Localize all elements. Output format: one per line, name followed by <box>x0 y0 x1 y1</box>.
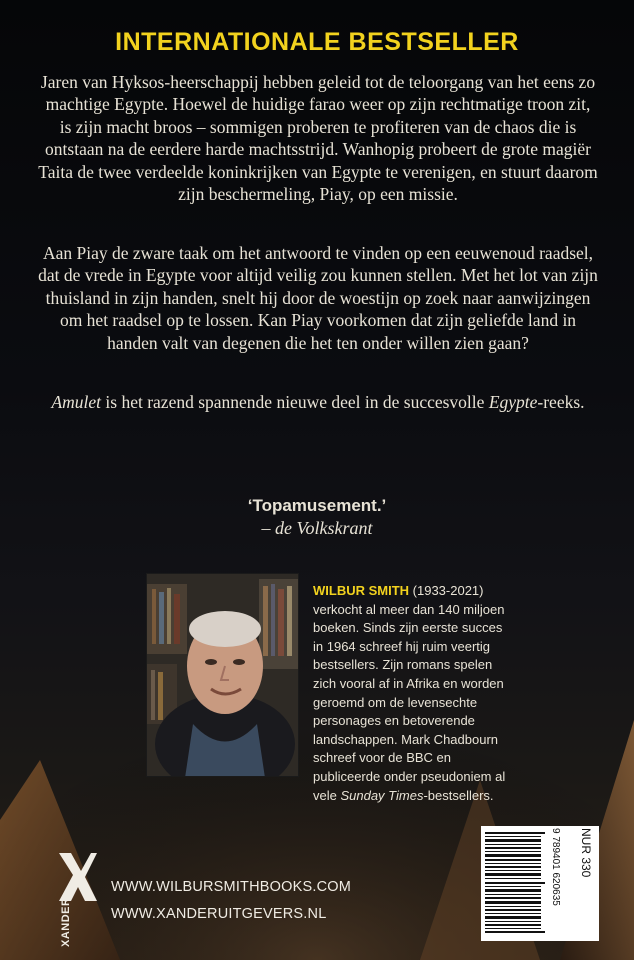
barcode-box <box>481 826 599 941</box>
author-years: (1933-2021) <box>409 583 484 598</box>
isbn-number: 9 789401 620635 <box>550 828 561 906</box>
barcode-bars <box>485 832 545 936</box>
blurb-paragraph-3 <box>38 391 598 413</box>
publisher-website-link[interactable]: WWW.XANDERUITGEVERS.NL <box>111 906 327 922</box>
review-source: – de Volkskrant <box>261 518 373 538</box>
xander-logo <box>57 853 99 947</box>
author-website-link[interactable]: WWW.WILBURSMITHBOOKS.COM <box>111 879 352 895</box>
review-quote-block <box>0 494 634 540</box>
blurb-paragraph-3-text: is het razend spannende nieuwe deel in de succesvolle <box>101 392 489 412</box>
blurb-paragraph-2: Aan Piay de zware taak om het antwoord te vinden op een eeuwenoud raadsel, dat de vrede in Egypte voor altijd veilig zou kunnen stellen. Met het lot van zijn thuisland in zijn handen, snelt hij door de woestijn op zoek naar aanwijzingen om het raadsel op te lossen. Kan Piay voorkomen dat zijn geliefde land in handen valt van degenen die het ten onder willen zien gaan? <box>38 243 598 353</box>
author-photo <box>146 573 299 777</box>
author-bio <box>313 582 513 805</box>
author-bio-newspaper: Sunday Times <box>340 787 424 803</box>
series-name: Egypte <box>488 392 538 412</box>
book-title: Amulet <box>51 392 102 412</box>
nur-code: NUR 330 <box>579 828 593 878</box>
review-quote: ‘Topamusement.’ <box>247 496 387 515</box>
tagline: INTERNATIONALE BESTSELLER <box>115 28 519 56</box>
author-bio-text: verkocht al meer dan 140 miljoen boeken. Sinds zijn eerste succes in 1964 schreef hij ruim veertig bestsellers. Zijn romans spelen zich vooral af in Afrika en worden geroemd om de levensechte personages en betoverende landschappen. Mark Chadbourn schreef voor de BBC en publiceerde onder pseudoniem al vele <box>313 601 506 803</box>
author-name: WILBUR SMITH <box>313 583 410 598</box>
author-bio-end: -bestsellers. <box>423 787 494 803</box>
xander-logo-text: XANDER <box>60 897 72 947</box>
author-portrait-image <box>147 574 299 777</box>
blurb-paragraph-3-end: -reeks. <box>537 392 585 412</box>
blurb-paragraph-1: Jaren van Hyksos-heerschappij hebben geleid tot de teloorgang van het eens zo machtige Egypte. Hoewel de huidige farao weer op zijn rechtmatige troon zit, is zijn macht broos – sommigen proberen te profiteren van de chaos die is ontstaan na de eerdere harde machtsstrijd. Wanhopig probeert de grote magiër Taita de twee verdeelde koninkrijken van Egypte te verenigen, en stuurt daarom zijn beschermeling, Piay, op een missie. <box>38 72 598 205</box>
